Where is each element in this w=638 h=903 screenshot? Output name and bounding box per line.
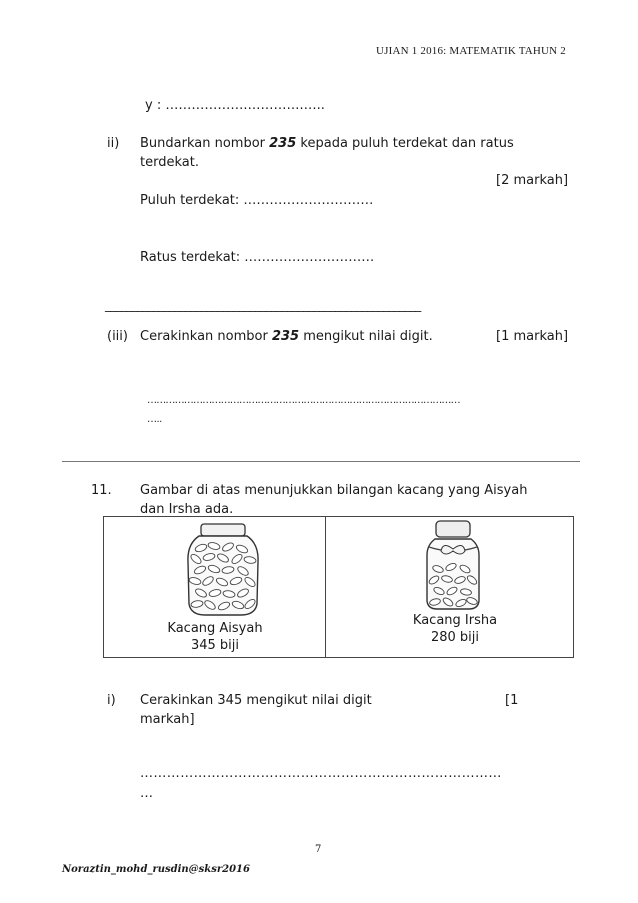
question-ii-number: 235 xyxy=(269,136,297,151)
caption-aisyah-count: 345 biji xyxy=(190,638,240,653)
question-iii-answer-line1: ………………………………………………………………………………………… xyxy=(147,395,460,406)
jar-aisyah-lid xyxy=(201,524,245,536)
question-iii-answer-line2: ….. xyxy=(147,414,162,425)
caption-irsha-name: Kacang Irsha xyxy=(412,613,498,628)
question-11-line2: dan Irsha ada. xyxy=(140,502,234,517)
jar-aisyah-image xyxy=(183,522,263,618)
question-ii-marks: [2 markah] xyxy=(496,173,569,188)
question-11-i-answer-line1: ……………………………………………………………………… xyxy=(140,766,502,781)
question-11-line1: Gambar di atas menunjukkan bilangan kacang yang Aisyah xyxy=(140,483,528,498)
question-iii-text xyxy=(140,329,433,344)
question-11-i-marks-part2: markah] xyxy=(140,712,195,727)
puluh-terdekat-line: Puluh terdekat: ………………………… xyxy=(140,193,374,208)
question-iii-text-after: mengikut nilai digit. xyxy=(299,329,433,344)
caption-aisyah-name: Kacang Aisyah xyxy=(167,621,263,636)
question-ii-text-after: kepada puluh terdekat dan ratus xyxy=(296,136,514,151)
document-header-title: UJIAN 1 2016: MATEMATIK TAHUN 2 xyxy=(376,45,566,57)
question-11-i-text: Cerakinkan 345 mengikut nilai digit xyxy=(140,693,372,708)
question-iii-text-before: Cerakinkan nombor xyxy=(140,329,272,344)
caption-irsha xyxy=(370,612,540,646)
question-iii-number: 235 xyxy=(271,329,300,344)
section-divider xyxy=(62,461,580,462)
question-iii-label: (iii) xyxy=(107,329,128,344)
question-11-i-marks-part1: [1 xyxy=(505,693,519,708)
footer-author: Noraztin_mohd_rusdin@sksr2016 xyxy=(62,864,250,875)
jar-irsha-lid xyxy=(436,521,470,537)
jar-irsha-image xyxy=(423,519,483,611)
question-iii-marks: [1 markah] xyxy=(496,329,569,344)
ratus-terdekat-line: Ratus terdekat: ………………………… xyxy=(140,250,375,265)
question-ii-line2: terdekat. xyxy=(140,155,199,170)
question-ii-text-before: Bundarkan nombor xyxy=(140,136,270,151)
question-ii-line1 xyxy=(140,136,514,151)
question-11-i-answer-line2: … xyxy=(140,786,153,801)
y-answer-line: y : ……………….………….….. xyxy=(145,98,325,113)
caption-aisyah xyxy=(130,620,300,654)
jars-table-divider xyxy=(325,516,326,657)
underscore-separator: ___________________________________________________________ xyxy=(105,298,421,312)
caption-irsha-count: 280 biji xyxy=(430,630,480,645)
page-number: 7 xyxy=(315,844,322,855)
question-ii-label: ii) xyxy=(107,136,120,151)
question-11-i-label: i) xyxy=(107,693,116,708)
question-11-number: 11. xyxy=(91,483,112,498)
